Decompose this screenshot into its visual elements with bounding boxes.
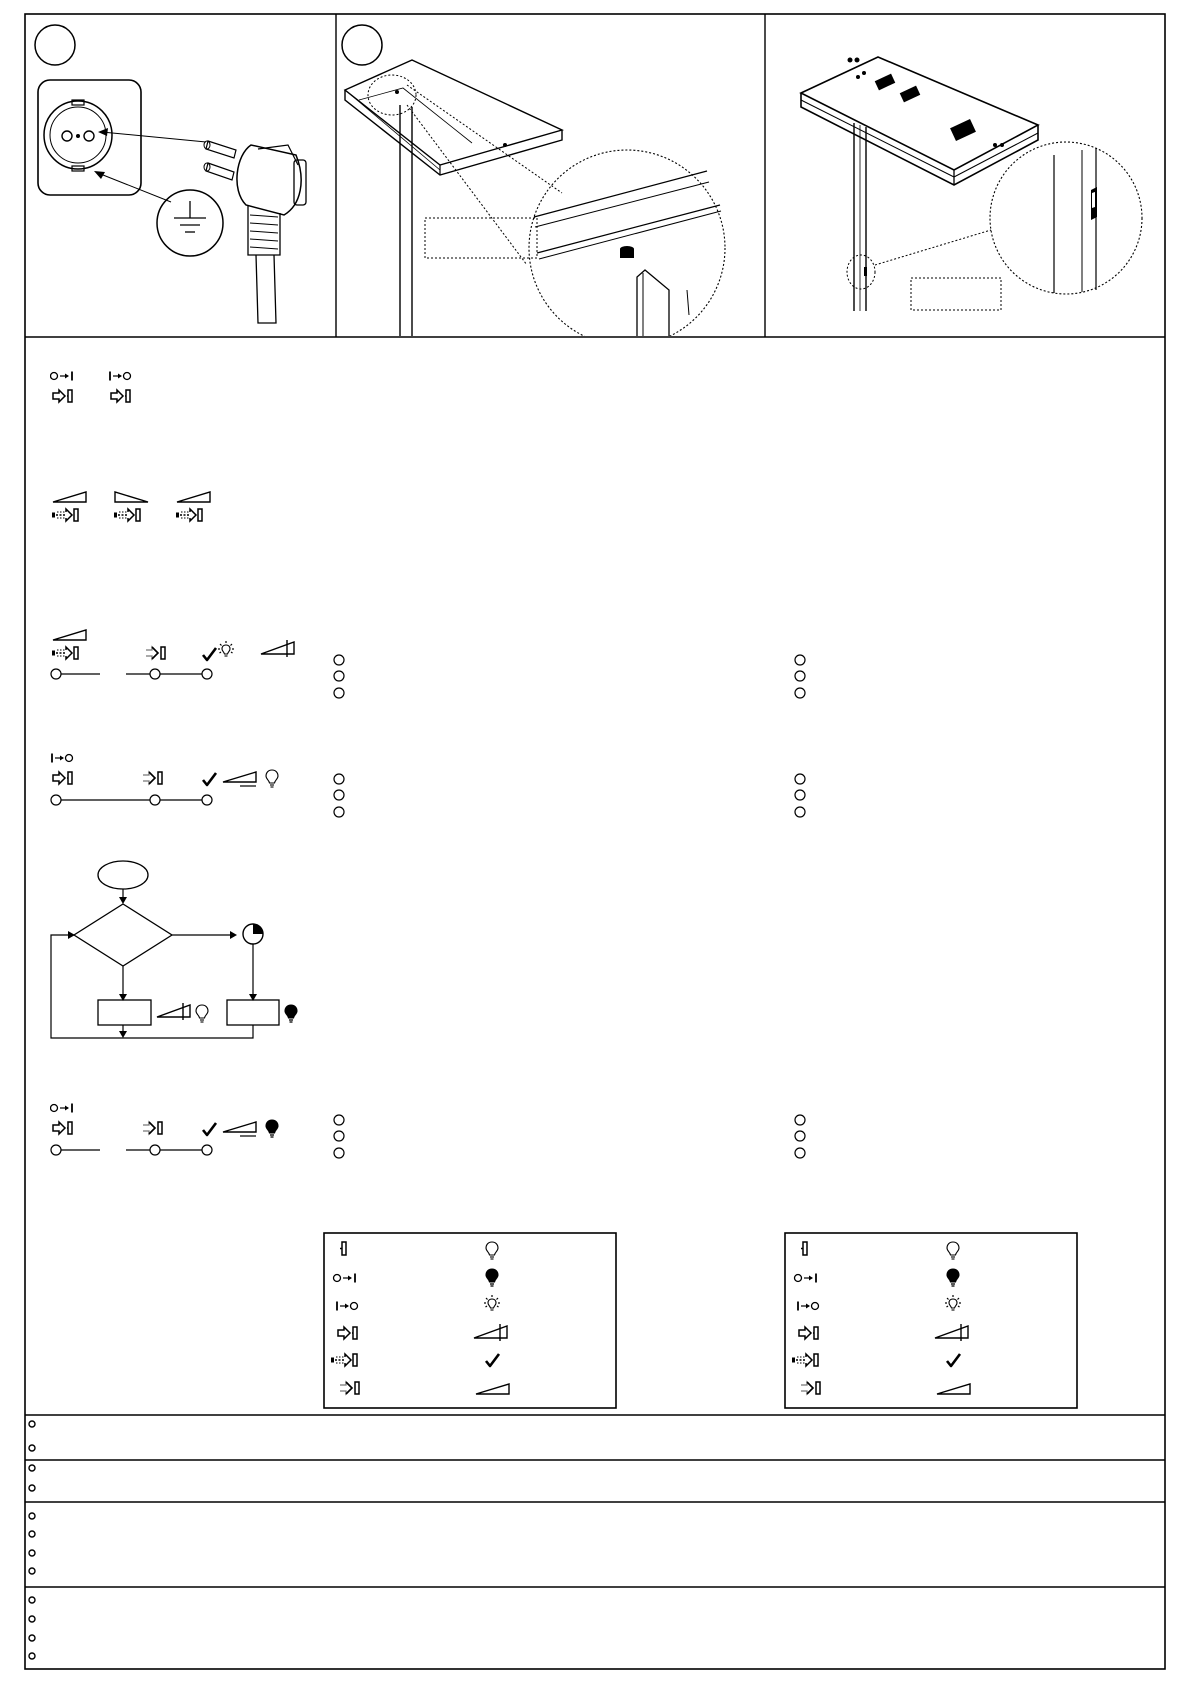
wall-socket (38, 80, 141, 195)
dim-up-icon (223, 1122, 256, 1132)
figure-sensor-detail (337, 15, 764, 336)
bullet-icon (334, 1115, 344, 1125)
button-icon (801, 1242, 807, 1255)
daylight-level-icon (474, 1324, 507, 1341)
mode-row-5 (50, 1102, 290, 1158)
bullet-icon (334, 774, 344, 784)
lamp-pole (854, 123, 866, 311)
light-off-icon (947, 1242, 959, 1259)
light-on-icon (266, 1120, 278, 1137)
bullet-list (794, 654, 808, 702)
mode-row-3 (50, 626, 300, 682)
bullet-icon (29, 1421, 35, 1427)
bullet-icon (334, 1131, 344, 1141)
bullet-icon (29, 1616, 35, 1622)
release-button-icon (143, 772, 162, 784)
button-icon (340, 1242, 346, 1255)
bullet-icon (29, 1568, 35, 1574)
bullet-list (333, 1114, 347, 1162)
check-icon (947, 1354, 960, 1366)
daylight-level-icon (157, 1003, 190, 1020)
on-to-off-icon (798, 1302, 819, 1311)
zoom-detail (407, 85, 725, 336)
dim-up-icon (53, 630, 86, 640)
press-button-icon (53, 1122, 72, 1134)
daylight-level-icon (261, 640, 294, 657)
release-button-icon (143, 1122, 162, 1134)
bullet-icon (29, 1597, 35, 1603)
bullet-icon (795, 1115, 805, 1125)
check-icon (203, 1123, 216, 1135)
light-flash-icon (945, 1295, 961, 1310)
bullet-list (333, 654, 347, 702)
daylight-level-icon (935, 1324, 968, 1341)
lamp-pole (400, 105, 412, 336)
on-to-off-icon (337, 1302, 358, 1311)
hold-button-icon (114, 509, 140, 521)
bullet-icon (334, 671, 344, 681)
bullet-icon (795, 790, 805, 800)
label-placeholder-box (425, 218, 537, 258)
dim-down-icon (115, 492, 148, 502)
bullet-icon (795, 655, 805, 665)
bullet-icon (29, 1531, 35, 1537)
earth-symbol (157, 190, 223, 256)
bullet-list (794, 1114, 808, 1162)
figure-socket-plug (26, 15, 335, 336)
light-flash-icon (484, 1295, 500, 1310)
dim-up-icon (476, 1384, 509, 1394)
lamp-head (801, 57, 1038, 185)
release-button-icon (340, 1382, 359, 1394)
off-to-on-icon (51, 372, 73, 381)
light-flash-icon (218, 641, 234, 656)
bullet-icon (29, 1653, 35, 1659)
bullet-icon (29, 1550, 35, 1556)
light-on-icon (486, 1269, 498, 1286)
label-placeholder-box (911, 278, 1001, 310)
arrows (94, 128, 206, 202)
dim-up-icon (53, 492, 86, 502)
mode-row-4 (50, 752, 290, 808)
bullet-icon (334, 655, 344, 665)
bullet-icon (29, 1485, 35, 1491)
bullet-icon (795, 671, 805, 681)
light-off-icon (266, 770, 278, 787)
check-icon (203, 648, 216, 660)
light-off-icon (196, 1005, 208, 1022)
press-button-icon (799, 1327, 818, 1339)
on-to-off-icon (110, 372, 131, 381)
bullet-list (333, 773, 347, 821)
hold-button-icon (52, 509, 78, 521)
dim-up-icon (177, 492, 210, 502)
hold-button-icon (176, 509, 202, 521)
light-off-icon (486, 1242, 498, 1259)
off-to-on-icon (795, 1274, 817, 1283)
figure-number-circle (342, 25, 382, 65)
figure-switch-detail (766, 15, 1164, 336)
bullet-icon (29, 1465, 35, 1471)
decision-diamond (74, 904, 172, 966)
zoom-detail (847, 142, 1142, 294)
press-button-icon (338, 1327, 357, 1339)
bullet-icon (795, 774, 805, 784)
on-to-off-icon (52, 754, 73, 763)
bullet-icon (795, 688, 805, 698)
dim-up-icon (223, 772, 256, 782)
hold-button-icon (331, 1354, 357, 1366)
start-oval (98, 861, 148, 889)
light-on-icon (947, 1269, 959, 1286)
schuko-plug (204, 141, 306, 323)
legend-box-right (784, 1232, 1078, 1410)
release-button-icon (146, 647, 165, 659)
mode-row-2 (52, 490, 222, 530)
hold-button-icon (52, 647, 78, 659)
bullet-icon (334, 807, 344, 817)
off-to-on-icon (334, 1274, 356, 1283)
hold-button-icon (792, 1354, 818, 1366)
check-icon (203, 773, 216, 785)
notes-bullets (27, 1416, 47, 1666)
release-button-icon (801, 1382, 820, 1394)
press-button-icon (53, 772, 72, 784)
bullet-icon (29, 1635, 35, 1641)
bullet-icon (795, 1148, 805, 1158)
press-button-icon (111, 390, 130, 402)
off-to-on-icon (51, 1104, 73, 1113)
legend-box-left (323, 1232, 617, 1410)
bullet-icon (795, 807, 805, 817)
check-icon (486, 1354, 499, 1366)
press-button-icon (53, 390, 72, 402)
light-on-icon (285, 1005, 297, 1022)
bullet-icon (334, 790, 344, 800)
bullet-icon (29, 1513, 35, 1519)
figure-number-circle (35, 25, 75, 65)
mode-row-1 (50, 370, 150, 412)
bullet-icon (334, 688, 344, 698)
dim-up-icon (937, 1384, 970, 1394)
bullet-list (794, 773, 808, 821)
bullet-icon (29, 1445, 35, 1451)
flowchart (48, 858, 308, 1046)
bullet-icon (334, 1148, 344, 1158)
bullet-icon (795, 1131, 805, 1141)
